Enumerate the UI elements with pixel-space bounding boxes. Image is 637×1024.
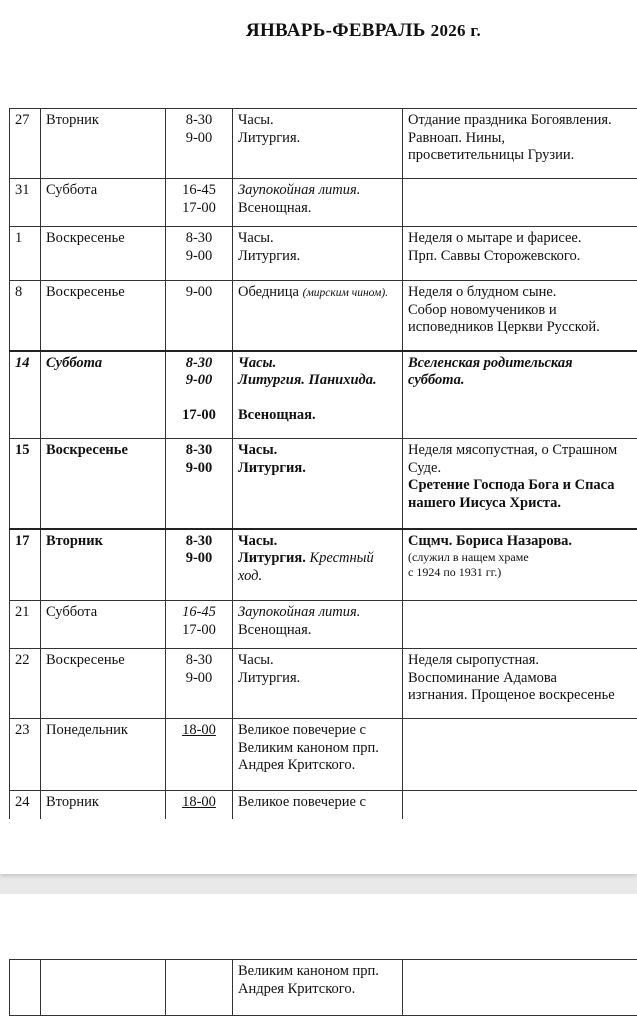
page-two: [0, 894, 637, 1024]
table-row: [10, 719, 637, 791]
table-row: [10, 179, 637, 227]
feast-text: Собор новомучеников и: [408, 301, 557, 318]
feast-text: Воспоминание Адамова: [408, 669, 557, 686]
table-row: [10, 109, 637, 179]
service-text: Часы.: [238, 532, 278, 549]
time-cell: [166, 960, 233, 1016]
feast-text: Сретение Господа Бога и Спаса: [408, 477, 615, 493]
service-cell: [233, 351, 403, 439]
time-value: 18-00: [182, 794, 216, 810]
feast-text: суббота.: [408, 372, 465, 388]
time-cell: [166, 529, 233, 601]
time-cell: [166, 179, 233, 227]
feast-cell: [403, 439, 637, 529]
weekday-cell: Вторник: [41, 791, 166, 819]
service-cell: [233, 109, 403, 179]
service-cell: [233, 179, 403, 227]
feast-cell: [403, 601, 637, 649]
time-value: 8-30: [185, 442, 213, 458]
feast-text: изгнания. Прощеное воскресенье: [408, 687, 615, 703]
service-cell: [233, 281, 403, 351]
time-value: 9-00: [185, 669, 213, 686]
service-cell: [233, 960, 403, 1016]
time-value: 8-30: [185, 652, 213, 668]
table-row: [10, 439, 637, 529]
feast-text: нашего Иисуса Христа.: [408, 494, 562, 511]
time-value: 9-00: [185, 247, 213, 264]
service-cell: [233, 649, 403, 719]
service-text: Великое повечерие с: [238, 794, 366, 810]
day-cell: [10, 960, 41, 1016]
time-cell: [166, 601, 233, 649]
line-gap: [171, 390, 227, 407]
service-text: Литургия.: [238, 247, 301, 264]
feast-cell: [403, 281, 637, 351]
feast-cell: [403, 109, 637, 179]
service-text: Литургия.: [238, 459, 306, 476]
time-value: 8-30: [185, 230, 213, 246]
schedule-table-continuation: [9, 959, 637, 1016]
table-row: [10, 529, 637, 601]
service-text: Великим каноном прп.: [238, 739, 379, 756]
day-cell: 1: [10, 227, 41, 281]
feast-text: Суде.: [408, 459, 442, 476]
service-text: Часы.: [238, 442, 278, 458]
feast-note: с 1924 по 1931 гг.): [408, 565, 502, 579]
day-cell: 8: [10, 281, 41, 351]
title-months: ЯНВАРЬ-ФЕВРАЛЬ: [245, 20, 426, 41]
day-cell: 21: [10, 601, 41, 649]
time-value: 8-30: [185, 112, 213, 128]
service-text: Обедница: [238, 284, 299, 300]
service-text: Литургия.: [238, 669, 301, 686]
time-value: 17-00: [182, 406, 216, 423]
service-text: Великим каноном прп.: [238, 963, 379, 979]
feast-cell: [403, 960, 637, 1016]
feast-note: (служил в нащем храме: [408, 550, 529, 564]
service-cell: [233, 791, 403, 819]
service-cell: [233, 601, 403, 649]
time-cell: [166, 791, 233, 819]
weekday-cell: Воскресенье: [41, 281, 166, 351]
table-row: [10, 227, 637, 281]
feast-cell: [403, 351, 637, 439]
time-value: 16-45: [182, 604, 216, 620]
schedule-table: [9, 108, 637, 819]
service-text: Великое повечерие с: [238, 722, 366, 738]
weekday-cell: Вторник: [41, 529, 166, 601]
time-cell: [166, 439, 233, 529]
weekday-cell: Воскресенье: [41, 649, 166, 719]
day-cell: 23: [10, 719, 41, 791]
service-cell: [233, 227, 403, 281]
time-value: 17-00: [182, 621, 216, 638]
weekday-cell: [41, 960, 166, 1016]
service-cell: [233, 529, 403, 601]
time-cell: [166, 227, 233, 281]
table-row: [10, 601, 637, 649]
time-value: 8-30: [185, 532, 213, 549]
service-text: Часы.: [238, 230, 274, 246]
feast-cell: [403, 179, 637, 227]
feast-text: Отдание праздника Богоявления.: [408, 112, 612, 128]
table-row: [10, 351, 637, 439]
service-text: Литургия.: [238, 550, 306, 566]
weekday-cell: Суббота: [41, 179, 166, 227]
time-cell: [166, 351, 233, 439]
feast-cell: [403, 791, 637, 819]
time-value: 8-30: [185, 354, 213, 371]
time-value: 9-00: [185, 284, 213, 300]
feast-text: Вселенская родительская: [408, 354, 573, 371]
service-text: Всенощная.: [238, 406, 316, 423]
weekday-cell: Воскресенье: [41, 227, 166, 281]
service-text: ход.: [238, 567, 263, 584]
time-value: 9-00: [185, 550, 213, 566]
weekday-cell: Суббота: [41, 601, 166, 649]
time-value: 16-45: [182, 182, 216, 198]
feast-text: Неделя мясопустная, о Страшном: [408, 442, 618, 458]
feast-cell: [403, 529, 637, 601]
page-title: [0, 20, 637, 42]
feast-text: просветительницы Грузии.: [408, 147, 575, 163]
service-text: Часы.: [238, 652, 274, 668]
feast-text: Неделя сыропустная.: [408, 652, 540, 668]
feast-cell: [403, 649, 637, 719]
feast-text: исповедников Церкви Русской.: [408, 319, 600, 335]
time-value: 17-00: [182, 199, 216, 216]
day-cell: 27: [10, 109, 41, 179]
day-cell: 17: [10, 529, 41, 601]
time-value: 9-00: [185, 372, 213, 388]
title-year: 2026 г.: [430, 21, 482, 40]
service-text: Литургия. Панихида.: [238, 372, 377, 388]
service-cell: [233, 719, 403, 791]
service-text: Литургия.: [238, 129, 301, 146]
day-cell: 15: [10, 439, 41, 529]
time-value: 9-00: [185, 129, 213, 146]
feast-text: Сщмч. Бориса Назарова.: [408, 532, 573, 549]
service-text: Всенощная.: [238, 621, 312, 638]
service-text: Часы.: [238, 354, 277, 371]
day-cell: 31: [10, 179, 41, 227]
feast-text: Прп. Саввы Сторожевского.: [408, 247, 581, 264]
weekday-cell: Понедельник: [41, 719, 166, 791]
feast-cell: [403, 227, 637, 281]
table-row: [10, 649, 637, 719]
time-value: 9-00: [185, 459, 213, 476]
time-cell: [166, 719, 233, 791]
feast-text: Неделя о блудном сыне.: [408, 284, 557, 300]
time-cell: [166, 281, 233, 351]
service-text: Крестный: [309, 550, 374, 566]
service-note: (мирским чином).: [302, 287, 389, 299]
time-cell: [166, 109, 233, 179]
service-text: Андрея Критского.: [238, 757, 356, 773]
weekday-cell: Вторник: [41, 109, 166, 179]
feast-cell: [403, 719, 637, 791]
day-cell: 14: [10, 351, 41, 439]
table-row: [10, 281, 637, 351]
time-value: 18-00: [182, 722, 216, 738]
day-cell: 22: [10, 649, 41, 719]
time-cell: [166, 649, 233, 719]
service-text: Заупокойная лития.: [238, 604, 361, 620]
service-text: Часы.: [238, 112, 274, 128]
weekday-cell: Суббота: [41, 351, 166, 439]
line-gap: [238, 390, 397, 407]
service-text: Заупокойная лития.: [238, 182, 361, 198]
feast-text: Неделя о мытаре и фарисее.: [408, 230, 582, 246]
service-cell: [233, 439, 403, 529]
feast-text: Равноап. Нины,: [408, 129, 505, 146]
table-row: [10, 960, 637, 1016]
table-row: [10, 791, 637, 819]
day-cell: 24: [10, 791, 41, 819]
service-text: Всенощная.: [238, 199, 312, 216]
weekday-cell: Воскресенье: [41, 439, 166, 529]
service-text: Андрея Критского.: [238, 980, 356, 997]
